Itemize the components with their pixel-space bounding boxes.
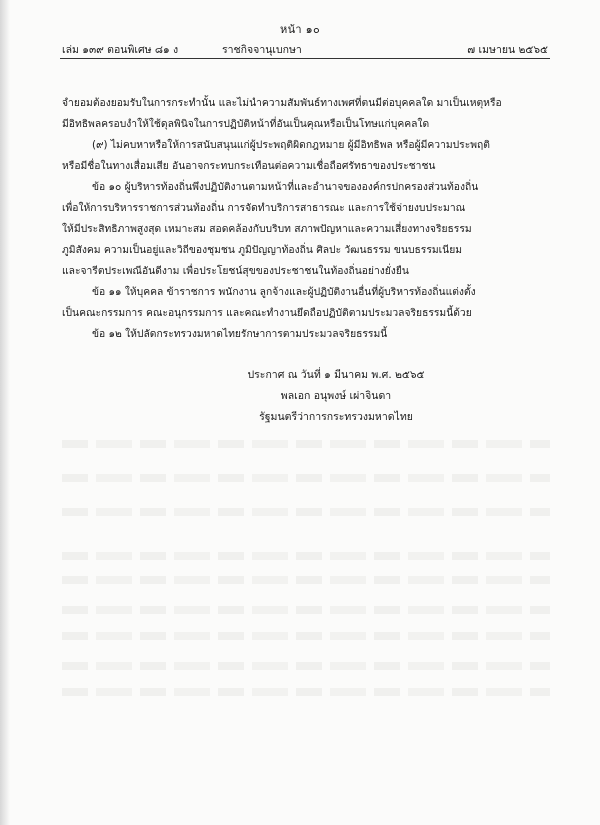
body-line: หรือมีชื่อในทางเสื่อมเสีย อันอาจกระทบกระเทือนต่อความเชื่อถือศรัทธาของประชาชน — [62, 160, 436, 172]
body-line: เพื่อให้การบริหารราชการส่วนท้องถิ่น การจัดทำบริการสาธารณะ และการใช้จ่ายงบประมาณ — [62, 202, 466, 214]
document-body — [62, 93, 550, 345]
body-line: และจารีตประเพณีอันดีงาม เพื่อประโยชน์สุขของประชาชนในท้องถิ่นอย่างยั่งยืน — [62, 265, 409, 277]
volume-label: เล่ม ๑๓๙ ตอนพิเศษ ๘๑ ง — [62, 44, 179, 56]
bleed-through-text — [62, 474, 550, 482]
body-line: จำยอมต้องยอมรับในการกระทำนั้น และไม่นำความสัมพันธ์ทางเพศที่ตนมีต่อบุคคลใด มาเป็นเหตุหรือ — [62, 97, 502, 109]
announcement-date: ประกาศ ณ วันที่ ๑ มีนาคม พ.ศ. ๒๕๖๕ — [247, 369, 425, 381]
bleed-through-text — [62, 688, 550, 696]
scan-edge-shadow — [0, 0, 10, 825]
signatory-name: พลเอก อนุพงษ์ เผ่าจินดา — [280, 390, 392, 402]
signatory-position: รัฐมนตรีว่าการกระทรวงมหาดไทย — [259, 411, 413, 423]
bleed-through-text — [62, 632, 550, 640]
page-number: หน้า ๑๐ — [280, 23, 320, 36]
gazette-title: ราชกิจจานุเบกษา — [222, 44, 302, 56]
body-line: ภูมิสังคม ความเป็นอยู่และวิถีของชุมชน ภูมิปัญญาท้องถิ่น ศิลปะ วัฒนธรรม ขนบธรรมเนียม — [62, 244, 463, 256]
bleed-through-text — [62, 576, 550, 584]
body-line: ข้อ ๑๒ ให้ปลัดกระทรวงมหาดไทยรักษาการตามประมวลจริยธรรมนี้ — [92, 328, 388, 340]
header-rule — [60, 58, 550, 59]
bleed-through-text — [62, 508, 550, 516]
bleed-through-text — [62, 662, 550, 670]
body-line: (๙) ไม่คบหาหรือให้การสนับสนุนแก่ผู้ประพฤติผิดกฎหมาย ผู้มีอิทธิพล หรือผู้มีความประพฤติ — [92, 139, 490, 151]
publication-date: ๗ เมษายน ๒๕๖๕ — [467, 44, 548, 56]
body-line: ข้อ ๑๐ ผู้บริหารท้องถิ่นพึงปฏิบัติงานตามหน้าที่และอำนาจขององค์กรปกครองส่วนท้องถิ่น — [92, 181, 479, 193]
bleed-through-text — [62, 440, 550, 448]
body-line: มีอิทธิพลครอบงำให้ใช้ดุลพินิจในการปฏิบัติหน้าที่อันเป็นคุณหรือเป็นโทษแก่บุคคลใด — [62, 118, 430, 130]
body-line: เป็นคณะกรรมการ คณะอนุกรรมการ และคณะทำงานยึดถือปฏิบัติตามประมวลจริยธรรมนี้ด้วย — [62, 307, 472, 319]
body-line: ให้มีประสิทธิภาพสูงสุด เหมาะสม สอดคล้องกับบริบท สภาพปัญหาและความเสี่ยงทางจริยธรรม — [62, 223, 472, 235]
bleed-through-text — [62, 606, 550, 614]
body-line: ข้อ ๑๑ ให้บุคคล ข้าราชการ พนักงาน ลูกจ้างและผู้ปฏิบัติงานอื่นที่ผู้บริหารท้องถิ่นแต่งตั้ง — [92, 286, 476, 298]
bleed-through-text — [62, 552, 550, 560]
